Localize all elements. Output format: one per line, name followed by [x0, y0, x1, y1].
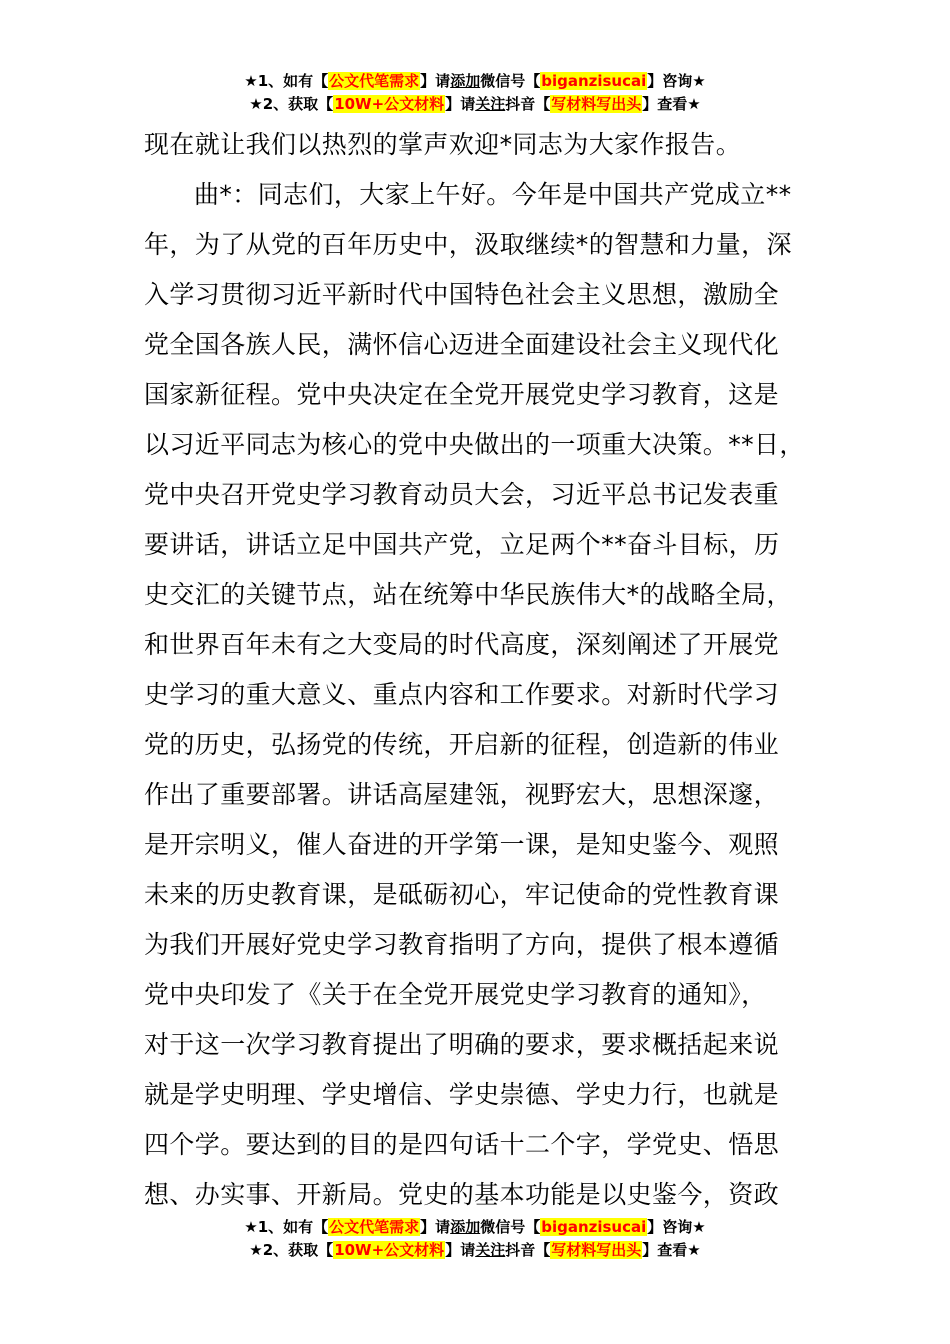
promo-underlined-text: 添加	[450, 72, 481, 90]
body-line: 曲*：同志们，大家上午好。今年是中国共产党成立**	[194, 180, 792, 209]
body-line: 四个学。要达到的目的是四句话十二个字，学党史、悟思	[144, 1130, 780, 1159]
promo-line-2	[0, 93, 950, 116]
body-line: 党中央召开党史学习教育动员大会，习近平总书记发表重	[144, 480, 780, 509]
promo-banner-top	[0, 70, 950, 116]
promo-highlight: 写材料写出头	[551, 95, 642, 113]
promo-text: 】咨询★	[647, 72, 706, 90]
promo-highlight: 写材料写出头	[551, 1241, 642, 1259]
body-line: 为我们开展好党史学习教育指明了方向，提供了根本遵循	[144, 930, 780, 959]
promo-text: ★2、获取【	[249, 1241, 334, 1259]
promo-underlined-text: 关注	[475, 1241, 506, 1259]
promo-text: 】查看★	[642, 1241, 701, 1259]
promo-text: 抖音【	[505, 95, 551, 113]
body-line: 国家新征程。党中央决定在全党开展党史学习教育，这是	[144, 380, 780, 409]
body-line: 是开宗明义，催人奋进的开学第一课，是知史鉴今、观照	[144, 830, 780, 859]
promo-text: ★2、获取【	[249, 95, 334, 113]
promo-text: 】请	[420, 1218, 451, 1236]
promo-text: ★1、如有【	[244, 72, 329, 90]
promo-underlined-text: 添加	[450, 1218, 481, 1236]
promo-text: 】咨询★	[647, 1218, 706, 1236]
body-line: 作出了重要部署。讲话高屋建瓴，视野宏大，思想深邃，	[144, 780, 780, 809]
promo-highlight: biganzisucai	[541, 1218, 647, 1236]
body-line: 史学习的重大意义、重点内容和工作要求。对新时代学习	[144, 680, 780, 709]
promo-banner-bottom	[0, 1216, 950, 1262]
body-line: 对于这一次学习教育提出了明确的要求，要求概括起来说	[144, 1030, 780, 1059]
promo-text: 】请	[445, 95, 476, 113]
promo-text: ★1、如有【	[244, 1218, 329, 1236]
promo-text: 抖音【	[505, 1241, 551, 1259]
promo-text: 】请	[420, 72, 451, 90]
promo-highlight: 10W+公文材料	[334, 1241, 445, 1259]
promo-text: 】请	[445, 1241, 476, 1259]
body-line: 要讲话，讲话立足中国共产党，立足两个**奋斗目标，历	[144, 530, 780, 559]
body-line: 想、办实事、开新局。党史的基本功能是以史鉴今，资政	[144, 1180, 780, 1209]
body-line: 以习近平同志为核心的党中央做出的一项重大决策。**日，	[144, 430, 805, 459]
promo-line-1	[0, 1216, 950, 1239]
body-line: 党全国各族人民，满怀信心迈进全面建设社会主义现代化	[144, 330, 780, 359]
promo-highlight: biganzisucai	[541, 72, 647, 90]
promo-highlight: 公文代笔需求	[329, 72, 420, 90]
body-line: 未来的历史教育课，是砥砺初心，牢记使命的党性教育课	[144, 880, 780, 909]
promo-line-2	[0, 1239, 950, 1262]
body-line: 党的历史，弘扬党的传统，开启新的征程，创造新的伟业	[144, 730, 780, 759]
promo-text: 】查看★	[642, 95, 701, 113]
body-line: 入学习贯彻习近平新时代中国特色社会主义思想，激励全	[144, 280, 780, 309]
body-line: 年，为了从党的百年历史中，汲取继续*的智慧和力量，深	[144, 230, 792, 259]
document-body	[144, 120, 824, 1220]
promo-underlined-text: 关注	[475, 95, 506, 113]
promo-highlight: 10W+公文材料	[334, 95, 445, 113]
promo-text: 微信号【	[480, 72, 541, 90]
promo-text: 微信号【	[480, 1218, 541, 1236]
body-line: 和世界百年未有之大变局的时代高度，深刻阐述了开展党	[144, 630, 780, 659]
promo-highlight: 公文代笔需求	[329, 1218, 420, 1236]
body-line: 现在就让我们以热烈的掌声欢迎*同志为大家作报告。	[144, 130, 742, 159]
body-line: 党中央印发了《关于在全党开展党史学习教育的通知》，	[144, 980, 767, 1009]
promo-line-1	[0, 70, 950, 93]
body-line: 就是学史明理、学史增信、学史崇德、学史力行，也就是	[144, 1080, 780, 1109]
body-line: 史交汇的关键节点，站在统筹中华民族伟大*的战略全局，	[144, 580, 792, 609]
